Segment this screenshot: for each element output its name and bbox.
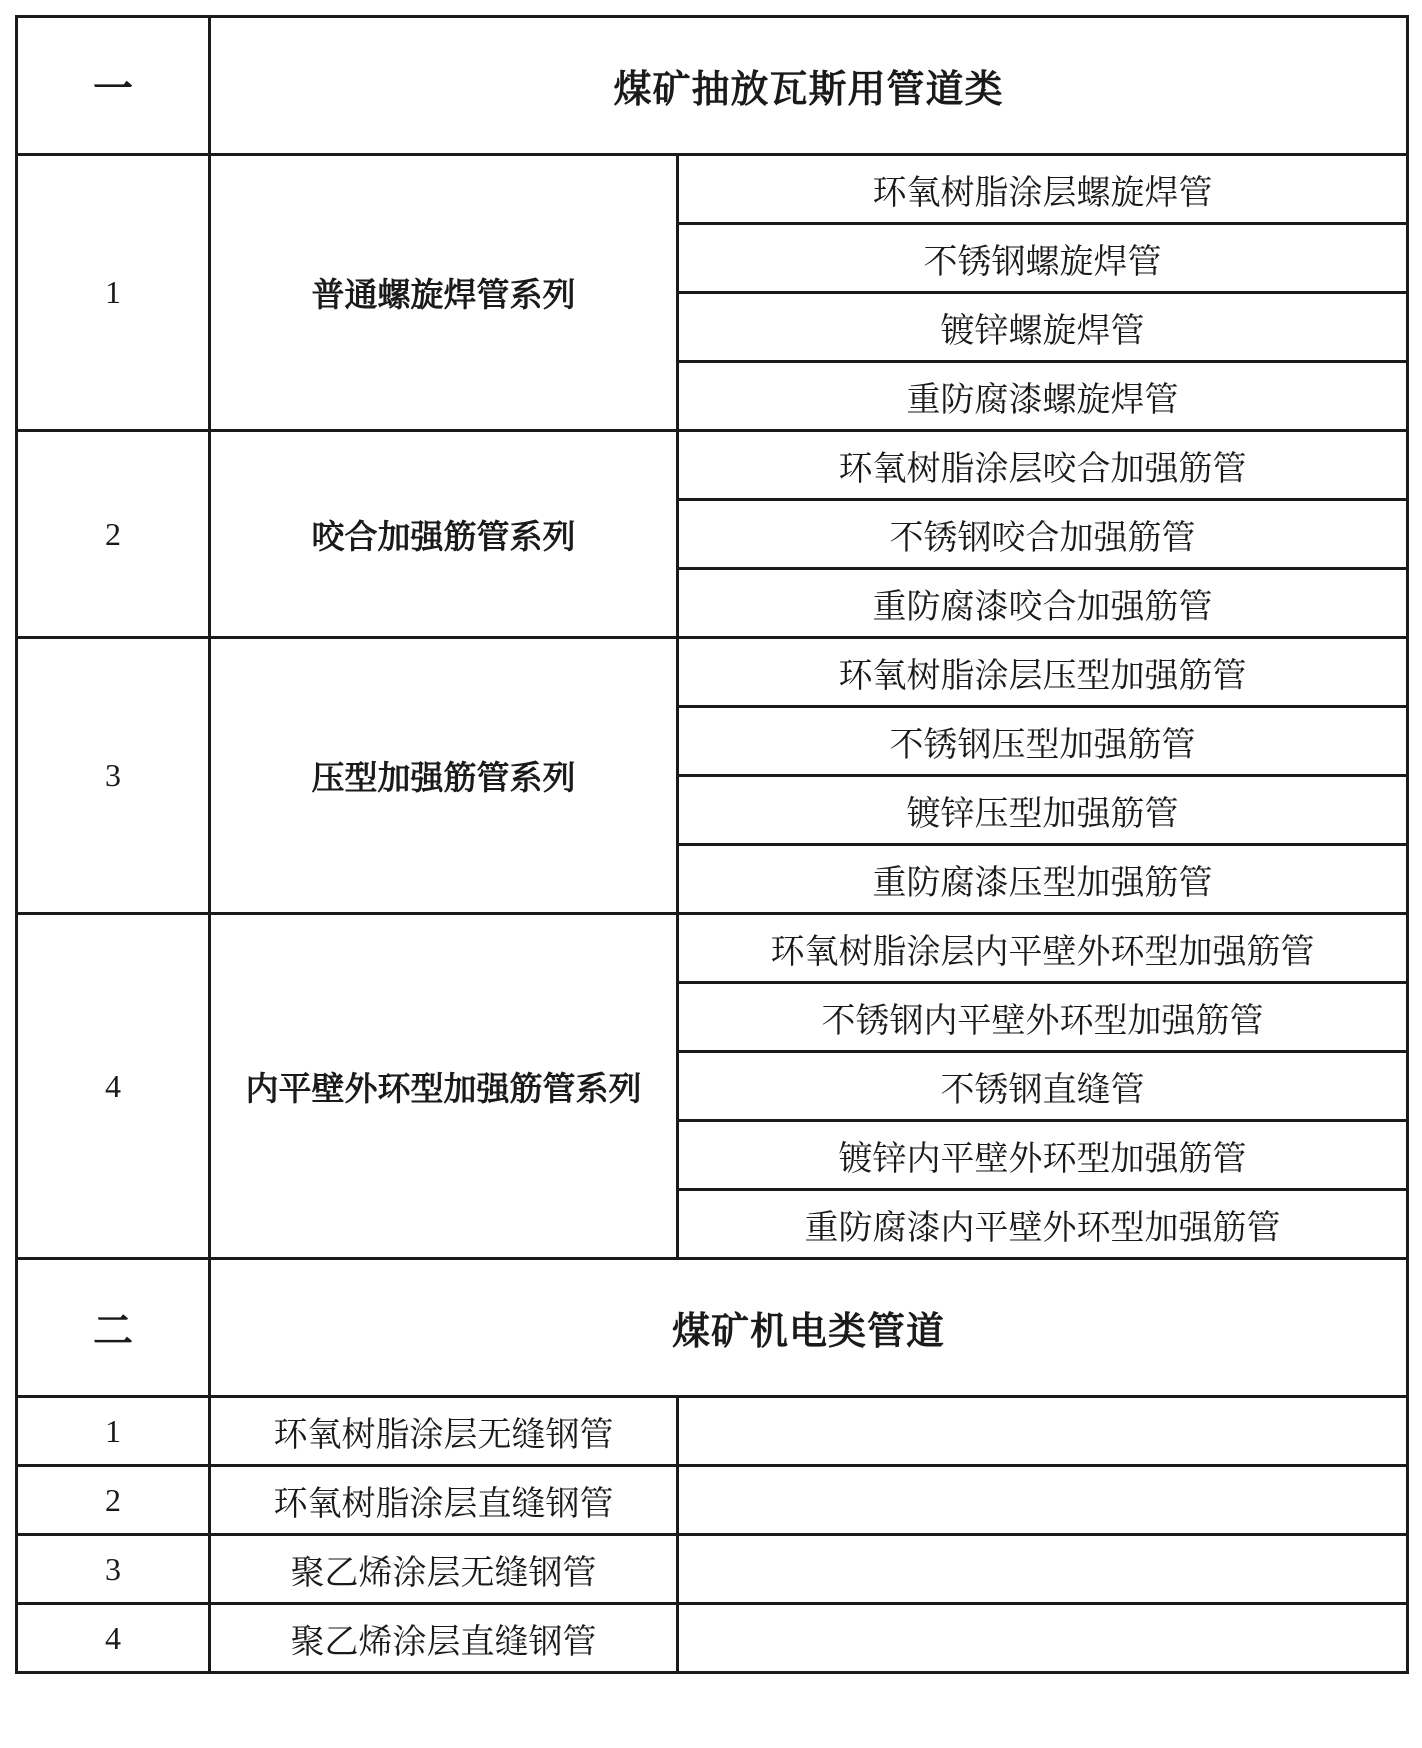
empty-cell — [678, 1535, 1408, 1604]
group-name: 压型加强筋管系列 — [210, 638, 678, 914]
item-number: 2 — [17, 1466, 210, 1535]
product-cell: 重防腐漆压型加强筋管 — [678, 845, 1408, 914]
table-row — [17, 638, 1408, 707]
item-number: 4 — [17, 1604, 210, 1673]
product-cell: 重防腐漆螺旋焊管 — [678, 362, 1408, 431]
group-number: 4 — [17, 914, 210, 1259]
group-number: 1 — [17, 155, 210, 431]
product-cell: 不锈钢内平壁外环型加强筋管 — [678, 983, 1408, 1052]
product-cell: 镀锌螺旋焊管 — [678, 293, 1408, 362]
product-cell: 环氧树脂涂层咬合加强筋管 — [678, 431, 1408, 500]
product-cell: 不锈钢咬合加强筋管 — [678, 500, 1408, 569]
product-cell: 不锈钢直缝管 — [678, 1052, 1408, 1121]
table-row — [17, 914, 1408, 983]
section-header-row — [17, 17, 1408, 155]
table-row — [17, 155, 1408, 224]
product-cell: 不锈钢压型加强筋管 — [678, 707, 1408, 776]
section-title: 煤矿机电类管道 — [210, 1259, 1408, 1397]
item-number: 3 — [17, 1535, 210, 1604]
product-cell: 不锈钢螺旋焊管 — [678, 224, 1408, 293]
item-name: 环氧树脂涂层无缝钢管 — [210, 1397, 678, 1466]
product-cell: 环氧树脂涂层螺旋焊管 — [678, 155, 1408, 224]
section-title: 煤矿抽放瓦斯用管道类 — [210, 17, 1408, 155]
table-row — [17, 1397, 1408, 1466]
section-header-row — [17, 1259, 1408, 1397]
product-cell: 重防腐漆内平壁外环型加强筋管 — [678, 1190, 1408, 1259]
table-row — [17, 1604, 1408, 1673]
product-cell: 镀锌内平壁外环型加强筋管 — [678, 1121, 1408, 1190]
item-name: 聚乙烯涂层直缝钢管 — [210, 1604, 678, 1673]
empty-cell — [678, 1397, 1408, 1466]
product-cell: 重防腐漆咬合加强筋管 — [678, 569, 1408, 638]
table-row — [17, 431, 1408, 500]
group-number: 2 — [17, 431, 210, 638]
empty-cell — [678, 1466, 1408, 1535]
item-name: 环氧树脂涂层直缝钢管 — [210, 1466, 678, 1535]
product-table — [15, 15, 1409, 1674]
group-number: 3 — [17, 638, 210, 914]
group-name: 普通螺旋焊管系列 — [210, 155, 678, 431]
item-number: 1 — [17, 1397, 210, 1466]
group-name: 咬合加强筋管系列 — [210, 431, 678, 638]
product-cell: 环氧树脂涂层内平壁外环型加强筋管 — [678, 914, 1408, 983]
product-cell: 环氧树脂涂层压型加强筋管 — [678, 638, 1408, 707]
section-number: 二 — [17, 1259, 210, 1397]
product-cell: 镀锌压型加强筋管 — [678, 776, 1408, 845]
group-name: 内平壁外环型加强筋管系列 — [210, 914, 678, 1259]
table-row — [17, 1535, 1408, 1604]
item-name: 聚乙烯涂层无缝钢管 — [210, 1535, 678, 1604]
table-row — [17, 1466, 1408, 1535]
empty-cell — [678, 1604, 1408, 1673]
section-number: 一 — [17, 17, 210, 155]
